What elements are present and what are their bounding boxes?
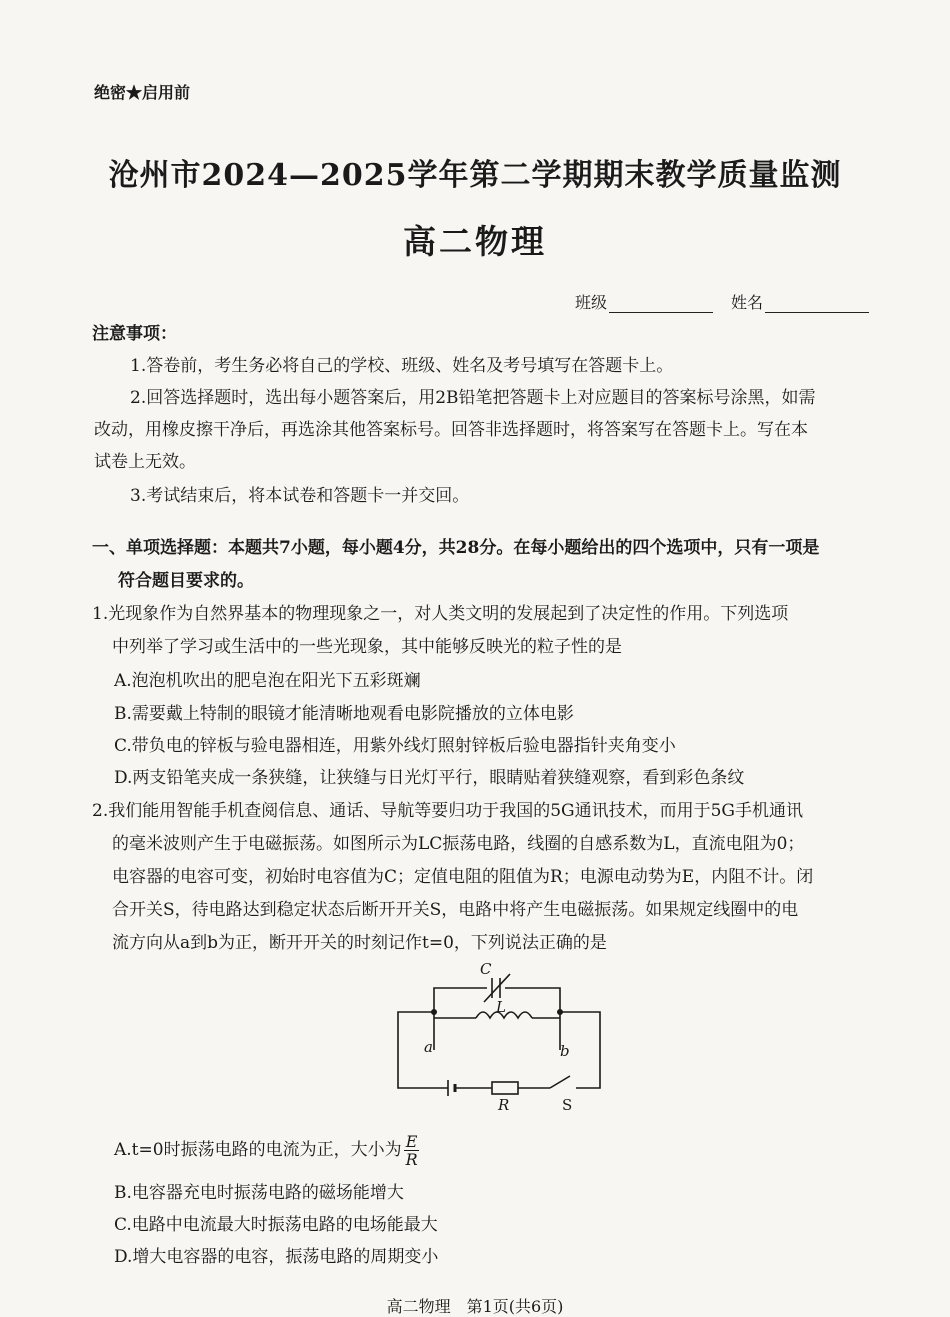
- wire-outer-left: [398, 1012, 448, 1088]
- note-2-line-2: 改动，用橡皮擦干净后，再选涂其他答案标号。回答非选择题时，将答案写在答题卡上。写在本: [94, 420, 808, 440]
- wire-cap-left: [434, 988, 487, 1050]
- section-1-heading-line-2: 符合题目要求的。: [118, 571, 254, 591]
- note-1: 1.答卷前，考生务必将自己的学校、班级、姓名及考号填写在答题卡上。: [130, 356, 674, 376]
- resistor: [492, 1082, 518, 1094]
- name-label: 姓名: [731, 293, 764, 312]
- note-2-line-3: 试卷上无效。: [94, 452, 196, 472]
- q1-option-d: D.两支铅笔夹成一条狭缝，让狭缝与日光灯平行，眼睛贴着狭缝观察，看到彩色条纹: [114, 768, 745, 788]
- student-info-fields: [575, 290, 869, 313]
- q2-stem-line-3: 电容器的电容可变，初始时电容值为C；定值电阻的阻值为R；电源电动势为E，内阻不计。闭: [112, 867, 814, 887]
- q2-stem-line-4: 合开关S，待电路达到稳定状态后断开开关S，电路中将产生电磁振荡。如果规定线圈中的电: [112, 900, 799, 920]
- section-1-heading-line-1: 一、单项选择题：本题共7小题，每小题4分，共28分。在每小题给出的四个选项中，只有一项是: [92, 538, 820, 558]
- q2-stem-line-5: 流方向从a到b为正，断开开关的时刻记作t=0，下列说法正确的是: [112, 933, 607, 953]
- note-2-line-1: 2.回答选择题时，选出每小题答案后，用2B铅笔把答题卡上对应题目的答案标号涂黑，如需: [130, 388, 816, 408]
- q1-option-a: A.泡泡机吹出的肥皂泡在阳光下五彩斑斓: [114, 671, 421, 691]
- label-b: b: [560, 1042, 570, 1060]
- name-field: [731, 290, 869, 313]
- notes-heading: 注意事项：: [92, 324, 177, 344]
- class-label: 班级: [575, 293, 608, 312]
- confidential-mark: 绝密★启用前: [94, 83, 191, 102]
- q2-option-c: C.电路中电流最大时振荡电路的电场能最大: [114, 1215, 438, 1235]
- note-3: 3.考试结束后，将本试卷和答题卡一并交回。: [130, 486, 470, 506]
- fraction-e-over-r: [404, 1133, 420, 1168]
- label-C: C: [480, 960, 492, 978]
- junction-b: [557, 1009, 563, 1015]
- subject-title: 高二物理: [403, 222, 547, 261]
- q2-option-a-text: A.t=0时振荡电路的电流为正，大小为: [114, 1140, 402, 1160]
- switch-blade: [550, 1076, 570, 1088]
- label-R: R: [498, 1096, 510, 1110]
- q2-option-b: B.电容器充电时振荡电路的磁场能增大: [114, 1183, 404, 1203]
- q2-option-a: [114, 1130, 420, 1170]
- class-field: [575, 290, 713, 313]
- class-blank: [609, 294, 713, 313]
- junction-a: [431, 1009, 437, 1015]
- q1-option-b: B.需要戴上特制的眼镜才能清晰地观看电影院播放的立体电影: [114, 704, 574, 724]
- exam-title: 沧州市2024—2025学年第二学期期末教学质量监测: [108, 158, 842, 193]
- lc-circuit-diagram: [380, 960, 620, 1110]
- q2-option-d: D.增大电容器的电容，振荡电路的周期变小: [114, 1247, 439, 1267]
- label-L: L: [496, 998, 506, 1016]
- fraction-denominator: R: [405, 1150, 418, 1169]
- name-blank: [765, 294, 869, 313]
- label-S: S: [562, 1096, 573, 1110]
- q1-stem-line-1: 1.光现象作为自然界基本的物理现象之一，对人类文明的发展起到了决定性的作用。下列选项: [92, 604, 789, 624]
- q2-stem-line-2: 的毫米波则产生于电磁振荡。如图所示为LC振荡电路，线圈的自感系数为L，直流电阻为0；: [112, 834, 805, 854]
- q2-stem-line-1: 2.我们能用智能手机查阅信息、通话、导航等要归功于我国的5G通讯技术，而用于5G手机通讯: [92, 801, 804, 821]
- page-footer: 高二物理 第1页(共6页): [386, 1297, 564, 1316]
- q1-stem-line-2: 中列举了学习或生活中的一些光现象，其中能够反映光的粒子性的是: [112, 637, 622, 657]
- wire-cap-right: [505, 988, 560, 1050]
- label-a: a: [424, 1038, 433, 1056]
- fraction-numerator: E: [405, 1132, 418, 1151]
- q1-option-c: C.带负电的锌板与验电器相连，用紫外线灯照射锌板后验电器指针夹角变小: [114, 736, 676, 756]
